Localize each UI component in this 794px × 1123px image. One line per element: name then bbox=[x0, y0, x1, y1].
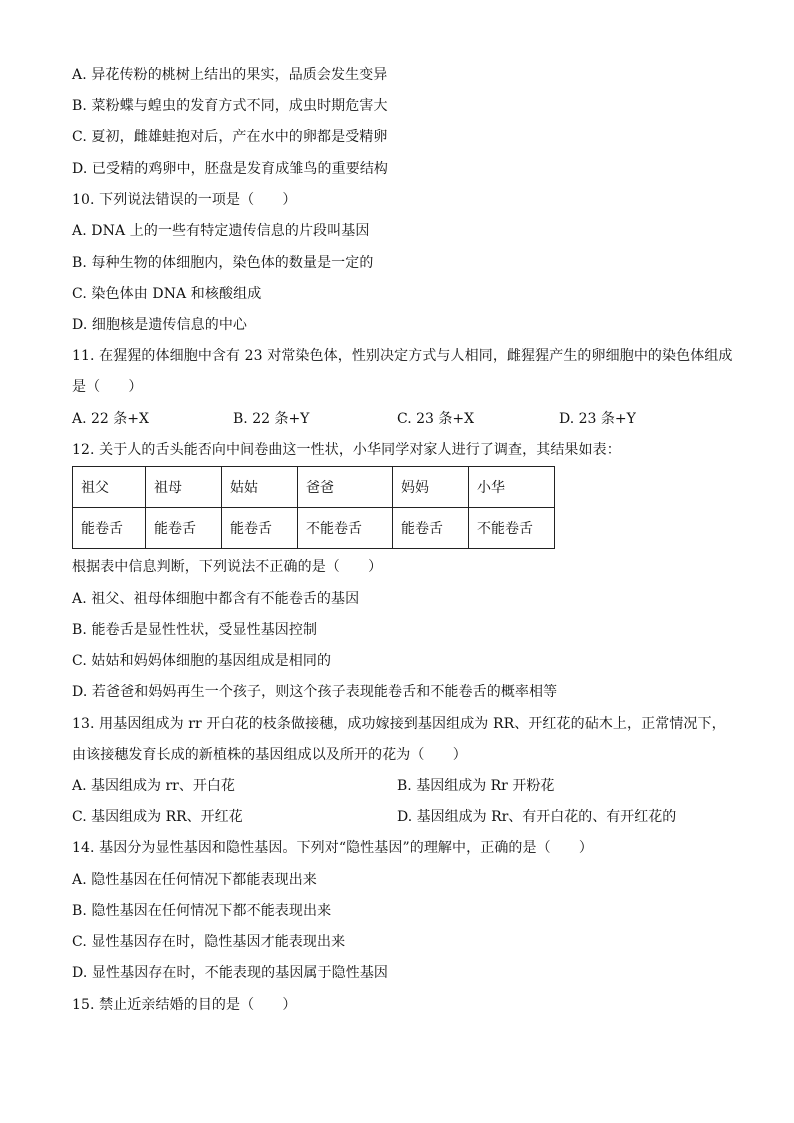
table-header-cell: 祖母 bbox=[146, 467, 222, 508]
q14-stem: 14. 基因分为显性基因和隐性基因。下列对“隐性基因”的理解中，正确的是（ ） bbox=[72, 840, 594, 856]
q11-option-a: A. 22 条+X bbox=[72, 411, 149, 427]
q9-option-a: A. 异花传粉的桃树上结出的果实，品质会发生变异 bbox=[72, 67, 388, 83]
q10-option-b: B. 每种生物的体细胞内，染色体的数量是一定的 bbox=[72, 255, 374, 271]
table-cell: 不能卷舌 bbox=[298, 508, 393, 549]
q13-option-d: D. 基因组成为 Rr、有开白花的、有开红花的 bbox=[397, 809, 677, 825]
q11-stem-line1: 11. 在猩猩的体细胞中含有 23 对常染色体，性别决定方式与人相同，雌猩猩产生的卵细胞中的染色体组成 bbox=[72, 348, 733, 364]
table-cell: 能卷舌 bbox=[393, 508, 469, 549]
q11-option-b: B. 22 条+Y bbox=[233, 411, 310, 427]
q14-option-b: B. 隐性基因在任何情况下都不能表现出来 bbox=[72, 903, 332, 919]
q10-stem: 10. 下列说法错误的一项是（ ） bbox=[72, 192, 297, 208]
q10-option-c: C. 染色体由 DNA 和核酸组成 bbox=[72, 286, 262, 302]
q11-stem-line2: 是（ ） bbox=[72, 379, 143, 395]
q10-option-d: D. 细胞核是遗传信息的中心 bbox=[72, 317, 248, 333]
q13-option-c: C. 基因组成为 RR、开红花 bbox=[72, 809, 243, 825]
q12-question: 根据表中信息判断，下列说法不正确的是（ ） bbox=[72, 559, 383, 575]
q14-option-a: A. 隐性基因在任何情况下都能表现出来 bbox=[72, 872, 317, 888]
q15-stem: 15. 禁止近亲结婚的目的是（ ） bbox=[72, 997, 297, 1013]
table-cell: 能卷舌 bbox=[222, 508, 298, 549]
q9-option-c: C. 夏初，雌雄蛙抱对后，产在水中的卵都是受精卵 bbox=[72, 129, 388, 145]
q9-option-d: D. 已受精的鸡卵中，胚盘是发育成雏鸟的重要结构 bbox=[72, 161, 389, 177]
table-header-cell: 小华 bbox=[469, 467, 555, 508]
table-header-cell: 姑姑 bbox=[222, 467, 298, 508]
q10-option-a: A. DNA 上的一些有特定遗传信息的片段叫基因 bbox=[72, 223, 370, 239]
table-cell: 不能卷舌 bbox=[469, 508, 555, 549]
table-header-row bbox=[73, 467, 555, 508]
table-cell: 能卷舌 bbox=[73, 508, 146, 549]
table-row bbox=[73, 508, 555, 549]
q11-option-d: D. 23 条+Y bbox=[559, 411, 636, 427]
q12-option-b: B. 能卷舌是显性性状，受显性基因控制 bbox=[72, 622, 318, 638]
trait-survey-table bbox=[72, 466, 555, 549]
table-header-cell: 妈妈 bbox=[393, 467, 469, 508]
q14-option-c: C. 显性基因存在时，隐性基因才能表现出来 bbox=[72, 934, 346, 950]
table-header-cell: 爸爸 bbox=[298, 467, 393, 508]
q11-option-c: C. 23 条+X bbox=[397, 411, 475, 427]
q12-option-c: C. 姑姑和妈妈体细胞的基因组成是相同的 bbox=[72, 653, 332, 669]
q12-option-d: D. 若爸爸和妈妈再生一个孩子，则这个孩子表现能卷舌和不能卷舌的概率相等 bbox=[72, 684, 558, 700]
q9-option-b: B. 菜粉蝶与蝗虫的发育方式不同，成虫时期危害大 bbox=[72, 98, 388, 114]
q12-option-a: A. 祖父、祖母体细胞中都含有不能卷舌的基因 bbox=[72, 591, 360, 607]
q12-stem: 12. 关于人的舌头能否向中间卷曲这一性状，小华同学对家人进行了调查，其结果如表： bbox=[72, 442, 621, 458]
q13-stem-line1: 13. 用基因组成为 rr 开白花的枝条做接穗，成功嫁接到基因组成为 RR、开红花的砧木上，正常情况下， bbox=[72, 716, 726, 732]
table-header-cell: 祖父 bbox=[73, 467, 146, 508]
q13-option-b: B. 基因组成为 Rr 开粉花 bbox=[397, 778, 555, 794]
q13-stem-line2: 由该接穗发育长成的新植株的基因组成以及所开的花为（ ） bbox=[72, 747, 467, 763]
table-cell: 能卷舌 bbox=[146, 508, 222, 549]
q14-option-d: D. 显性基因存在时，不能表现的基因属于隐性基因 bbox=[72, 965, 389, 981]
q13-option-a: A. 基因组成为 rr、开白花 bbox=[72, 778, 235, 794]
